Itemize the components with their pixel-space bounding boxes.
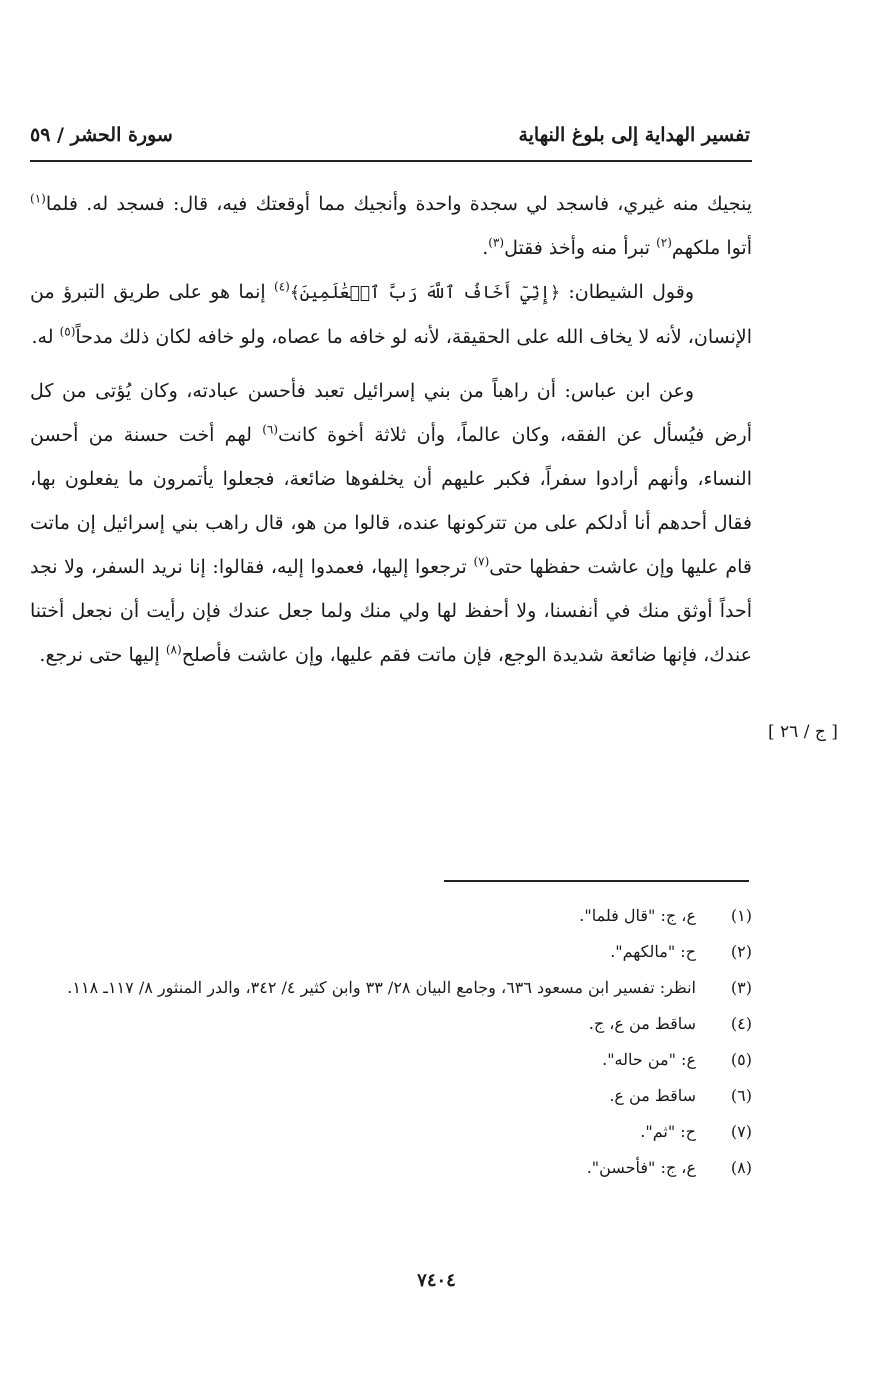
text-run: . xyxy=(482,237,489,259)
footnote-item xyxy=(30,974,752,1002)
text-run: لهم أخت حسنة من أحسن النساء، وأنهم أرادوا سفراً، فكبر عليهم أن يخلفوها ضائعة، فجعلوا يأتمرون ما يفعلون بها، فقال أحدهم أنا أدلكم على من تتركونها عنده، قالوا من هو، قال راهب بني إسرائيل إن ماتت قام عليها وإن عاشت حفظها حتى xyxy=(30,424,752,578)
footnote-text: ساقط من ع. xyxy=(609,1086,696,1105)
footnote-ref-6[interactable]: (٦) xyxy=(262,422,279,437)
footnote-text: ح: "ثم". xyxy=(640,1122,696,1141)
footnote-number: (٧) xyxy=(730,1122,752,1141)
footnote-ref-2[interactable]: (٢) xyxy=(656,235,672,250)
footnote-ref-5[interactable]: (٥) xyxy=(59,324,76,339)
footnote-number: (٢) xyxy=(730,942,752,961)
manuscript-folio-note: [ ج / ٢٦ ] xyxy=(768,722,838,742)
footnote-item xyxy=(30,902,752,930)
footnote-text: ساقط من ع، ج. xyxy=(588,1014,696,1033)
footnote-number: (١) xyxy=(730,906,752,925)
footnote-number: (٤) xyxy=(730,1014,752,1033)
footnote-item xyxy=(30,1118,752,1146)
footnotes xyxy=(30,902,752,1190)
text-run: أتوا ملكهم xyxy=(671,237,752,259)
footnote-ref-3[interactable]: (٣) xyxy=(488,235,505,250)
footnote-number: (٨) xyxy=(730,1158,752,1177)
paragraph-3 xyxy=(30,369,752,677)
footnote-ref-7[interactable]: (٧) xyxy=(473,554,490,569)
footnote-ref-8[interactable]: (٨) xyxy=(165,642,182,657)
header-divider xyxy=(30,160,752,162)
page-number: ٧٤٠٤ xyxy=(417,1270,456,1291)
text-run: وعن ابن عباس: أن راهباً من بني إسرائيل تعبد فأحسن عبادته، وكان يُؤتى من كل أرض فيُسأل عن الفقه، وكان عالماً، وأن ثلاثة أخوة كانت xyxy=(30,380,752,446)
footnote-item xyxy=(30,1154,752,1182)
running-header xyxy=(30,118,750,158)
footnote-ref-4[interactable]: (٤) xyxy=(274,279,290,294)
footnote-number: (٥) xyxy=(730,1050,752,1069)
footnote-item xyxy=(30,1010,752,1038)
text-run: تبرأ منه وأخذ فقتل xyxy=(504,237,657,259)
quran-verse: ﴿إِنِّيٓ أَخَافُ ٱللَّهَ رَبَّ ٱلۡعَٰلَمِينَ﴾ xyxy=(289,283,561,303)
footnote-text: ح: "مالكهم". xyxy=(610,942,696,961)
text-run: إنما هو على طريق التبرؤ من الإنسان، لأنه لا يخاف الله على الحقيقة، لأنه لو خافه ما عصاه، ولو خافه لكان ذلك مدحاً xyxy=(30,281,752,348)
footnote-text: ع، ج: "قال فلما". xyxy=(579,906,696,925)
footnote-item xyxy=(30,1082,752,1110)
footnote-item xyxy=(30,938,752,966)
text-run: ينجيك منه غيري، فاسجد لي سجدة واحدة وأنجيك مما أوقعتك فيه، قال: فسجد له. فلما xyxy=(45,193,752,215)
text-run: له. xyxy=(31,326,60,348)
footnote-number: (٣) xyxy=(730,978,752,997)
paragraph-1 xyxy=(30,182,752,270)
footnote-text: ع، ج: "فأحسن". xyxy=(586,1158,696,1177)
text-run: ترجعوا إليها، فعمدوا إليه، فقالوا: إنا نريد السفر، ولا نجد أحداً أوثق منك في أنفسنا، ولا أحفظ لها ولي منك ولما جعل عندك فإن رأيت أن نجعل أختنا عندك، فإنها ضائعة شديدة الوجع، فإن ماتت فقم عليها، وإن عاشت فأصلح xyxy=(30,556,752,666)
text-run: وقول الشيطان: xyxy=(560,281,695,303)
footnote-ref-1[interactable]: (١) xyxy=(30,191,46,206)
footnote-number: (٦) xyxy=(730,1086,752,1105)
text-run: إليها حتى نرجع. xyxy=(39,644,166,666)
main-text xyxy=(30,182,752,677)
surah-label: سورة الحشر / ٥٩ xyxy=(30,124,173,146)
book-title: تفسير الهداية إلى بلوغ النهاية xyxy=(518,124,750,146)
footnote-divider xyxy=(444,880,749,882)
footnote-text: انظر: تفسير ابن مسعود ٦٣٦، وجامع البيان ٢٨/ ٣٣ وابن كثير ٤/ ٣٤٢، والدر المنثور ٨/ ١١٧ـ ١١٨. xyxy=(67,978,696,997)
footnote-item xyxy=(30,1046,752,1074)
paragraph-2 xyxy=(30,270,752,359)
footnote-text: ع: "من حاله". xyxy=(602,1050,696,1069)
